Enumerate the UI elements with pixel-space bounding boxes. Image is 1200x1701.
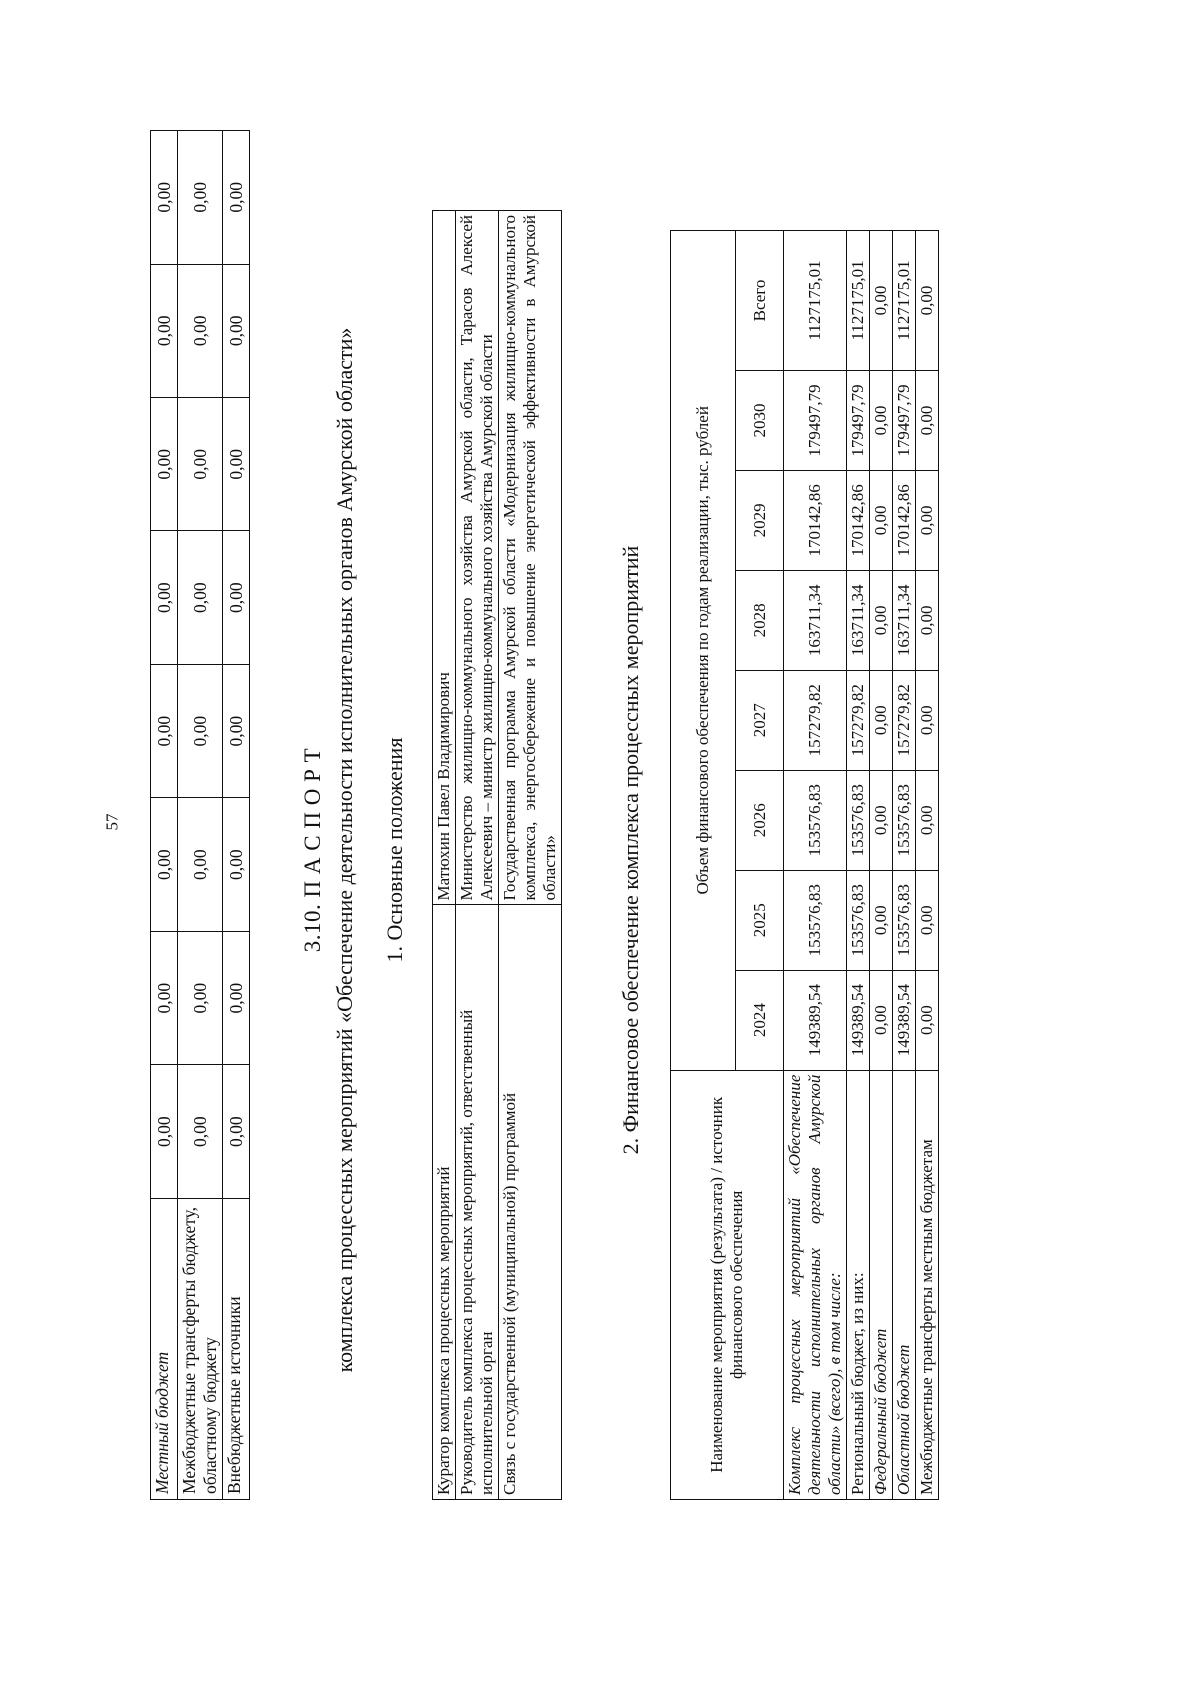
passport-title-block — [300, 200, 358, 1500]
table-row — [784, 231, 847, 1500]
provision-label: Руководитель комплекса процессных мероприятий, ответственный исполнительной орган — [456, 905, 499, 1500]
provision-value: Государственная программа Амурской области «Модернизация жилищно-коммунального комплекса, энергосбережение и повышение энергетической эффективности в Амурской области» — [499, 211, 562, 905]
value-cell: 0,00 — [870, 770, 893, 870]
value-cell: 0,00 — [223, 131, 250, 265]
value-cell: 153576,83 — [784, 770, 847, 870]
table-row — [456, 211, 499, 1500]
year-header: 2028 — [736, 570, 784, 670]
value-cell: 0,00 — [916, 970, 939, 1070]
value-cell: 0,00 — [151, 664, 178, 797]
value-cell: 0,00 — [223, 531, 250, 664]
value-cell: 0,00 — [223, 264, 250, 397]
value-cell: 0,00 — [870, 970, 893, 1070]
value-cell: 0,00 — [223, 1065, 250, 1198]
value-cell: 0,00 — [223, 398, 250, 531]
value-cell: 149389,54 — [784, 970, 847, 1070]
value-cell: 0,00 — [223, 664, 250, 797]
value-cell: 163711,34 — [784, 570, 847, 670]
value-cell: 163711,34 — [847, 570, 870, 670]
table-row — [847, 231, 870, 1500]
passport-subtitle: комплекса процессных мероприятий «Обеспечение деятельности исполнительных органов Амурской области» — [332, 327, 357, 1373]
value-cell: 0,00 — [178, 131, 223, 265]
row-label: Межбюджетные трансферты бюджету, областному бюджету — [178, 1198, 223, 1499]
year-header: 2026 — [736, 770, 784, 870]
year-header: 2025 — [736, 870, 784, 970]
table-row — [433, 211, 456, 1500]
value-cell: 0,00 — [151, 931, 178, 1064]
value-cell: 0,00 — [916, 231, 939, 371]
passport-title: 3.10. П А С П О Р Т — [300, 747, 325, 953]
value-cell: 0,00 — [178, 931, 223, 1064]
top-budget-table — [150, 130, 250, 1500]
value-cell: 0,00 — [178, 1065, 223, 1198]
value-cell: 0,00 — [151, 1065, 178, 1198]
value-cell: 149389,54 — [893, 970, 916, 1070]
value-cell: 163711,34 — [893, 570, 916, 670]
table-row — [151, 131, 178, 1500]
table-row — [893, 231, 916, 1500]
section1-heading: 1. Основные положения — [382, 737, 407, 963]
financing-table — [670, 230, 939, 1500]
provision-value: Министерство жилищно-коммунального хозяйства Амурской области, Тарасов Алексей Алексеевич – министр жилищно-коммунального хозяйства Амурской области — [456, 211, 499, 905]
value-cell: 0,00 — [178, 398, 223, 531]
value-cell: 0,00 — [151, 531, 178, 664]
value-cell: 153576,83 — [893, 770, 916, 870]
year-header: 2024 — [736, 970, 784, 1070]
provision-label: Куратор комплекса процессных мероприятий — [433, 905, 456, 1500]
value-cell: 0,00 — [151, 798, 178, 931]
table-row — [178, 131, 223, 1500]
value-cell: 179497,79 — [784, 370, 847, 470]
value-cell: 0,00 — [916, 870, 939, 970]
value-cell: 153576,83 — [847, 770, 870, 870]
year-header: 2027 — [736, 670, 784, 770]
row-label: Федеральный бюджет — [870, 1070, 893, 1499]
table-row — [499, 211, 562, 1500]
page-number: 57 — [102, 813, 122, 831]
table-row — [223, 131, 250, 1500]
value-cell: 0,00 — [178, 664, 223, 797]
value-cell: 0,00 — [178, 531, 223, 664]
row-label: Межбюджетные трансферты местным бюджетам — [916, 1070, 939, 1499]
value-cell: 1127175,01 — [784, 231, 847, 371]
table-row — [870, 231, 893, 1500]
value-cell: 1127175,01 — [847, 231, 870, 371]
main-provisions-table — [432, 210, 562, 1500]
row-label: Внебюджетные источники — [223, 1198, 250, 1499]
value-cell: 0,00 — [178, 798, 223, 931]
header-row — [671, 231, 736, 1500]
year-header: 2029 — [736, 470, 784, 570]
rotated-page-content — [150, 120, 1010, 1500]
value-cell: 153576,83 — [847, 870, 870, 970]
value-cell: 157279,82 — [784, 670, 847, 770]
row-label: Региональный бюджет, из них: — [847, 1070, 870, 1499]
value-cell: 0,00 — [916, 770, 939, 870]
volume-column-header: Объем финансового обеспечения по годам реализации, тыс. рублей — [671, 231, 736, 1071]
value-cell: 0,00 — [178, 264, 223, 397]
value-cell: 0,00 — [916, 370, 939, 470]
value-cell: 0,00 — [870, 370, 893, 470]
value-cell: 157279,82 — [847, 670, 870, 770]
year-header: 2030 — [736, 370, 784, 470]
value-cell: 0,00 — [223, 931, 250, 1064]
value-cell: 157279,82 — [893, 670, 916, 770]
value-cell: 170142,86 — [784, 470, 847, 570]
value-cell: 0,00 — [151, 398, 178, 531]
section2-heading: 2. Финансовое обеспечение комплекса процессных мероприятий — [618, 545, 643, 1155]
value-cell: 170142,86 — [893, 470, 916, 570]
value-cell: 0,00 — [916, 570, 939, 670]
row-label: Областной бюджет — [893, 1070, 916, 1499]
value-cell: 0,00 — [870, 470, 893, 570]
provision-value: Матюхин Павел Владимирович — [433, 211, 456, 905]
total-header: Всего — [736, 231, 784, 371]
value-cell: 0,00 — [870, 231, 893, 371]
value-cell: 0,00 — [916, 670, 939, 770]
value-cell: 153576,83 — [784, 870, 847, 970]
value-cell: 0,00 — [870, 670, 893, 770]
value-cell: 0,00 — [151, 264, 178, 397]
value-cell: 179497,79 — [893, 370, 916, 470]
value-cell: 0,00 — [916, 470, 939, 570]
value-cell: 0,00 — [151, 131, 178, 265]
value-cell: 179497,79 — [847, 370, 870, 470]
value-cell: 1127175,01 — [893, 231, 916, 371]
value-cell: 0,00 — [223, 798, 250, 931]
row-label: Комплекс процессных мероприятий «Обеспечение деятельности исполнительных органов Амурской области» (всего), в том числе: — [784, 1070, 847, 1499]
value-cell: 149389,54 — [847, 970, 870, 1070]
value-cell: 153576,83 — [893, 870, 916, 970]
value-cell: 0,00 — [870, 570, 893, 670]
table-row — [916, 231, 939, 1500]
provision-label: Связь с государственной (муниципальной) программой — [499, 905, 562, 1500]
value-cell: 0,00 — [870, 870, 893, 970]
name-column-header: Наименование мероприятия (результата) / источник финансового обеспечения — [671, 1070, 784, 1499]
value-cell: 170142,86 — [847, 470, 870, 570]
row-label: Местный бюджет — [151, 1198, 178, 1499]
